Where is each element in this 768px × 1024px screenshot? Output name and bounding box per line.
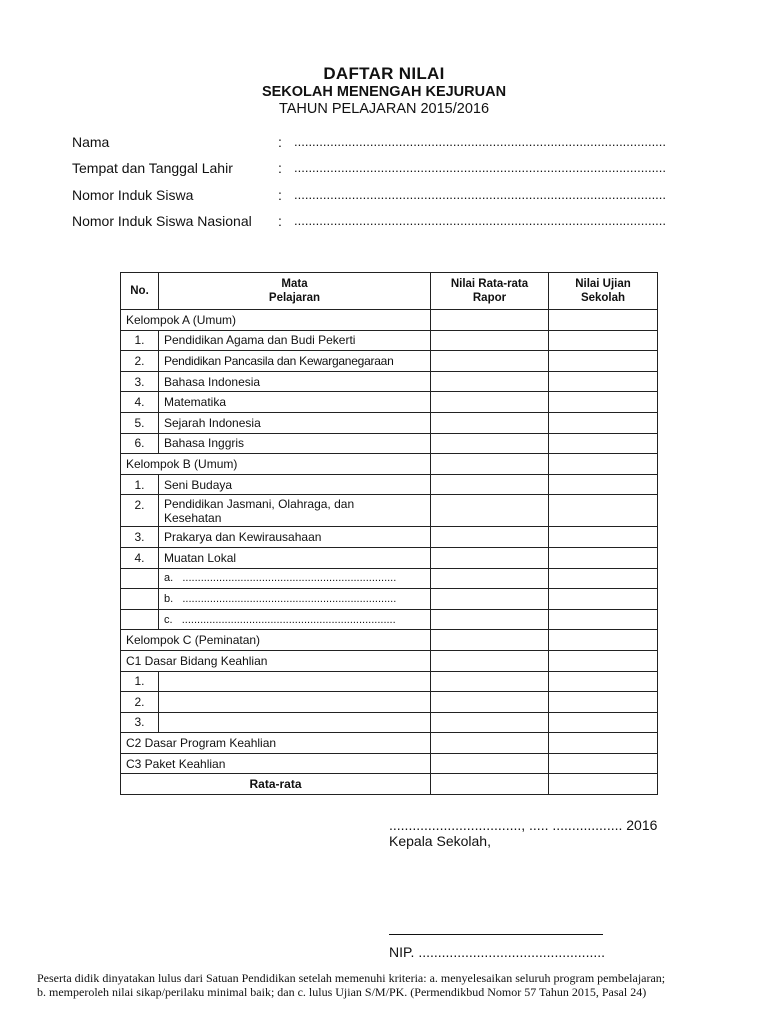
rapor-cell[interactable]: [431, 310, 549, 331]
grades-table: [120, 272, 658, 795]
table-row: [121, 371, 658, 392]
subject-name: Sejarah Indonesia: [159, 412, 431, 433]
rapor-cell[interactable]: [431, 609, 549, 630]
subject-blank[interactable]: [159, 671, 431, 692]
row-number: [121, 568, 159, 589]
field-label: Nomor Induk Siswa: [72, 187, 194, 203]
row-number: 3.: [121, 527, 159, 548]
rapor-cell[interactable]: [431, 650, 549, 671]
field-blank[interactable]: .......................................................................................................: [294, 160, 667, 175]
table-row: [121, 433, 658, 454]
table-row: [121, 547, 658, 568]
table-row: [121, 392, 658, 413]
field-colon: :: [278, 134, 282, 150]
row-number: 4.: [121, 547, 159, 568]
footer-line: b. memperoleh nilai sikap/perilaku minimal baik; dan c. lulus Ujian S/M/PK. (Permendikbud Nomor 57 Tahun 2015, Pasal 24): [37, 985, 647, 999]
document-title: DAFTAR NILAI: [323, 64, 445, 83]
rapor-cell[interactable]: [431, 351, 549, 372]
subject-name: Pendidikan Jasmani, Olahraga, dan Kesehatan: [159, 495, 431, 527]
table-row: [121, 527, 658, 548]
ujian-cell[interactable]: [549, 433, 658, 454]
rapor-cell[interactable]: [431, 527, 549, 548]
field-label: Tempat dan Tanggal Lahir: [72, 160, 233, 176]
row-number: 2.: [121, 692, 159, 713]
subject-name: Pendidikan Agama dan Budi Pekerti: [159, 330, 431, 351]
subject-blank[interactable]: [159, 692, 431, 713]
local-subject-blank[interactable]: c. ......................................................................: [159, 609, 431, 630]
field-colon: :: [278, 187, 282, 203]
row-number: 1.: [121, 330, 159, 351]
row-number: 5.: [121, 412, 159, 433]
table-row: [121, 351, 658, 372]
field-blank[interactable]: .......................................................................................................: [294, 134, 667, 149]
rapor-cell[interactable]: [431, 671, 549, 692]
school-type: SEKOLAH MENENGAH KEJURUAN: [261, 84, 507, 100]
ujian-cell[interactable]: [549, 650, 658, 671]
footer-line: Peserta didik dinyatakan lulus dari Satuan Pendidikan setelah memenuhi kriteria: a. menyelesaikan seluruh program pembelajaran;: [37, 971, 666, 985]
subgroup-label: C2 Dasar Program Keahlian: [121, 733, 431, 754]
group-label: Kelompok A (Umum): [121, 310, 431, 331]
signature-role: Kepala Sekolah,: [389, 833, 491, 849]
row-number: 2.: [121, 495, 159, 527]
table-header-row: [121, 273, 658, 310]
header-subject: Mata Pelajaran: [159, 273, 431, 310]
field-colon: :: [278, 160, 282, 176]
ujian-cell[interactable]: [549, 753, 658, 774]
row-number: [121, 589, 159, 610]
table-row: [121, 568, 658, 589]
local-subject-blank[interactable]: a. ......................................................................: [159, 568, 431, 589]
subject-name: Matematika: [159, 392, 431, 413]
row-number: 2.: [121, 351, 159, 372]
subject-name: Seni Budaya: [159, 474, 431, 495]
row-number: 3.: [121, 712, 159, 733]
field-blank[interactable]: .......................................................................................................: [294, 213, 667, 228]
footer-note: [37, 971, 737, 999]
header-rapor: Nilai Rata-rata Rapor: [431, 273, 549, 310]
ujian-cell[interactable]: [549, 371, 658, 392]
group-label: Kelompok C (Peminatan): [121, 630, 431, 651]
total-row: [121, 774, 658, 795]
group-label: Kelompok B (Umum): [121, 454, 431, 475]
header-no: No.: [121, 273, 159, 310]
ujian-cell[interactable]: [549, 671, 658, 692]
subgroup-row: [121, 753, 658, 774]
signature-line[interactable]: [389, 934, 603, 935]
ujian-cell[interactable]: [549, 454, 658, 475]
ujian-cell[interactable]: [549, 609, 658, 630]
ujian-cell[interactable]: [549, 474, 658, 495]
rapor-cell[interactable]: [431, 753, 549, 774]
rapor-cell[interactable]: [431, 712, 549, 733]
ujian-average-cell[interactable]: [549, 774, 658, 795]
field-colon: :: [278, 213, 282, 229]
ujian-cell[interactable]: [549, 310, 658, 331]
table-row: [121, 412, 658, 433]
subgroup-row: [121, 733, 658, 754]
table-row: [121, 712, 658, 733]
ujian-cell[interactable]: [549, 392, 658, 413]
ujian-cell[interactable]: [549, 527, 658, 548]
header-ujian: Nilai Ujian Sekolah: [549, 273, 658, 310]
rapor-cell[interactable]: [431, 630, 549, 651]
table-row: [121, 330, 658, 351]
rapor-cell[interactable]: [431, 371, 549, 392]
ujian-cell[interactable]: [549, 351, 658, 372]
academic-year: TAHUN PELAJARAN 2015/2016: [278, 101, 490, 117]
subject-name: Muatan Lokal: [159, 547, 431, 568]
rapor-cell[interactable]: [431, 330, 549, 351]
row-number: 1.: [121, 671, 159, 692]
field-label: Nomor Induk Siswa Nasional: [72, 213, 252, 229]
group-row: [121, 630, 658, 651]
subgroup-label: C3 Paket Keahlian: [121, 753, 431, 774]
signature-date-line[interactable]: .................................., ..... .................. 2016: [389, 817, 658, 833]
rapor-cell[interactable]: [431, 589, 549, 610]
subject-name: Bahasa Inggris: [159, 433, 431, 454]
group-row: [121, 310, 658, 331]
subgroup-label: C1 Dasar Bidang Keahlian: [121, 650, 431, 671]
table-row: [121, 474, 658, 495]
rapor-cell[interactable]: [431, 495, 549, 527]
ujian-cell[interactable]: [549, 547, 658, 568]
rapor-cell[interactable]: [431, 692, 549, 713]
ujian-cell[interactable]: [549, 589, 658, 610]
table-row: [121, 692, 658, 713]
group-row: [121, 454, 658, 475]
ujian-cell[interactable]: [549, 692, 658, 713]
subject-name: Bahasa Indonesia: [159, 371, 431, 392]
ujian-cell[interactable]: [549, 568, 658, 589]
table-row: [121, 609, 658, 630]
rapor-cell[interactable]: [431, 392, 549, 413]
total-label: Rata-rata: [121, 774, 431, 795]
rapor-average-cell[interactable]: [431, 774, 549, 795]
subject-name: Pendidikan Pancasila dan Kewarganegaraan: [159, 351, 431, 372]
rapor-cell[interactable]: [431, 412, 549, 433]
rapor-cell[interactable]: [431, 433, 549, 454]
field-blank[interactable]: .......................................................................................................: [294, 187, 667, 202]
ujian-cell[interactable]: [549, 330, 658, 351]
table-row: [121, 589, 658, 610]
table-row: [121, 671, 658, 692]
rapor-cell[interactable]: [431, 474, 549, 495]
rapor-cell[interactable]: [431, 547, 549, 568]
ujian-cell[interactable]: [549, 630, 658, 651]
row-number: 4.: [121, 392, 159, 413]
table-row: [121, 495, 658, 527]
signature-nip[interactable]: NIP. ................................................: [389, 944, 606, 960]
subject-blank[interactable]: [159, 712, 431, 733]
row-number: [121, 609, 159, 630]
subject-name: Prakarya dan Kewirausahaan: [159, 527, 431, 548]
subgroup-row: [121, 650, 658, 671]
rapor-cell[interactable]: [431, 454, 549, 475]
row-number: 3.: [121, 371, 159, 392]
rapor-cell[interactable]: [431, 568, 549, 589]
row-number: 6.: [121, 433, 159, 454]
row-number: 1.: [121, 474, 159, 495]
rapor-cell[interactable]: [431, 733, 549, 754]
field-label: Nama: [72, 134, 110, 150]
ujian-cell[interactable]: [549, 412, 658, 433]
ujian-cell[interactable]: [549, 495, 658, 527]
local-subject-blank[interactable]: b. ......................................................................: [159, 589, 431, 610]
ujian-cell[interactable]: [549, 712, 658, 733]
ujian-cell[interactable]: [549, 733, 658, 754]
